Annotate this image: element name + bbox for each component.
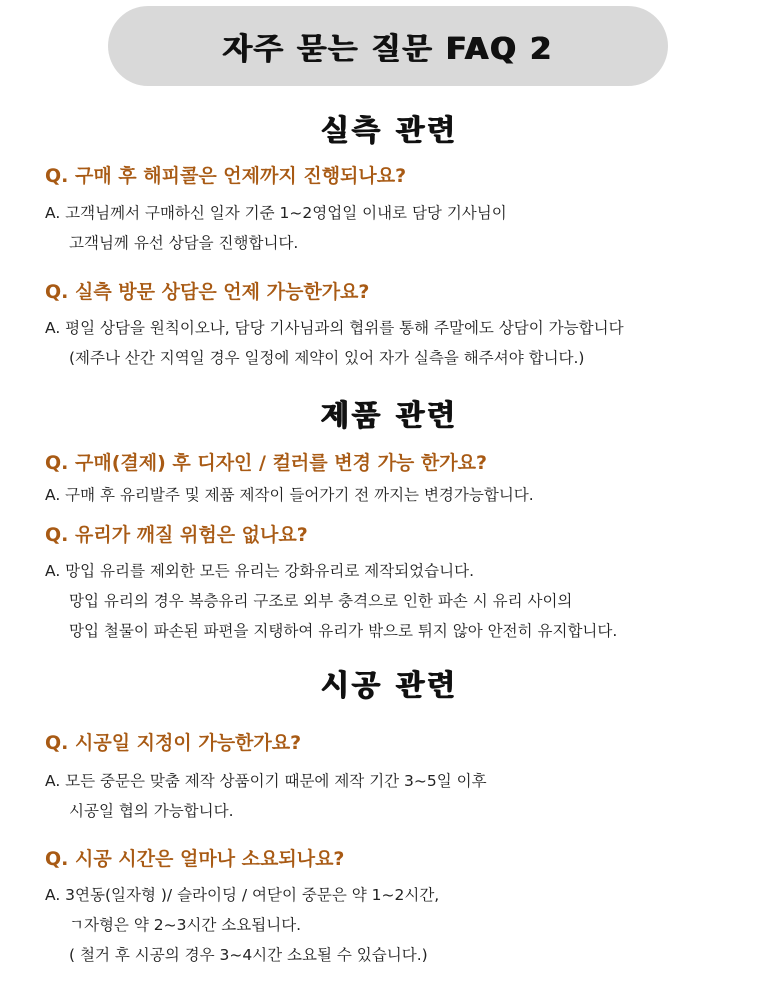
faq-answer [45,880,439,970]
answer-line: ㄱ자형은 약 2~3시간 소요됩니다. [69,916,302,934]
answer-line: 망입 유리의 경우 복층유리 구조로 외부 충격으로 인한 파손 시 유리 사이의 [69,592,573,610]
answer-line: A. 3연동(일자형 )/ 슬라이딩 / 여닫이 중문은 약 1~2시간, [45,886,440,904]
answer-line: 고객님께 유선 상담을 진행합니다. [69,234,299,252]
answer-line: 시공일 협의 가능합니다. [69,802,234,820]
faq-question: Q. 유리가 깨질 위험은 없나요? [45,524,308,546]
answer-line: A. 고객님께서 구매하신 일자 기준 1~2영업일 이내로 담당 기사님이 [45,204,507,222]
faq-question: Q. 시공일 지정이 가능한가요? [45,732,302,754]
faq-question: Q. 구매(결제) 후 디자인 / 컬러를 변경 가능 한가요? [45,452,487,474]
section-title-installation: 시공 관련 [320,668,459,702]
answer-line: (제주나 산간 지역일 경우 일정에 제약이 있어 자가 실측을 해주셔야 합니다.) [69,349,585,367]
answer-line: A. 평일 상담을 원칙이오나, 담당 기사님과의 협위를 통해 주말에도 상담이 가능합니다 [45,319,624,337]
section-title-measurement: 실측 관련 [320,113,459,147]
answer-line: A. 구매 후 유리발주 및 제품 제작이 들어가기 전 까지는 변경가능합니다. [45,486,534,504]
answer-line: 망입 철물이 파손된 파편을 지탱하여 유리가 밖으로 튀지 않아 안전히 유지합니다. [69,622,618,640]
answer-line: ( 철거 후 시공의 경우 3~4시간 소요될 수 있습니다.) [69,946,428,964]
faq-answer [45,480,534,510]
faq-answer [45,766,487,826]
faq-answer [45,198,507,258]
faq-answer [45,556,617,646]
answer-line: A. 모든 중문은 맞춤 제작 상품이기 때문에 제작 기간 3~5일 이후 [45,772,487,790]
header-banner [108,6,668,86]
faq-question: Q. 구매 후 해피콜은 언제까지 진행되나요? [45,165,407,187]
faq-question: Q. 실측 방문 상담은 언제 가능한가요? [45,281,370,303]
section-title-product: 제품 관련 [320,398,459,432]
page-title: 자주 묻는 질문 FAQ 2 [222,32,554,67]
faq-question: Q. 시공 시간은 얼마나 소요되나요? [45,848,345,870]
answer-line: A. 망입 유리를 제외한 모든 유리는 강화유리로 제작되었습니다. [45,562,475,580]
faq-answer [45,313,624,373]
